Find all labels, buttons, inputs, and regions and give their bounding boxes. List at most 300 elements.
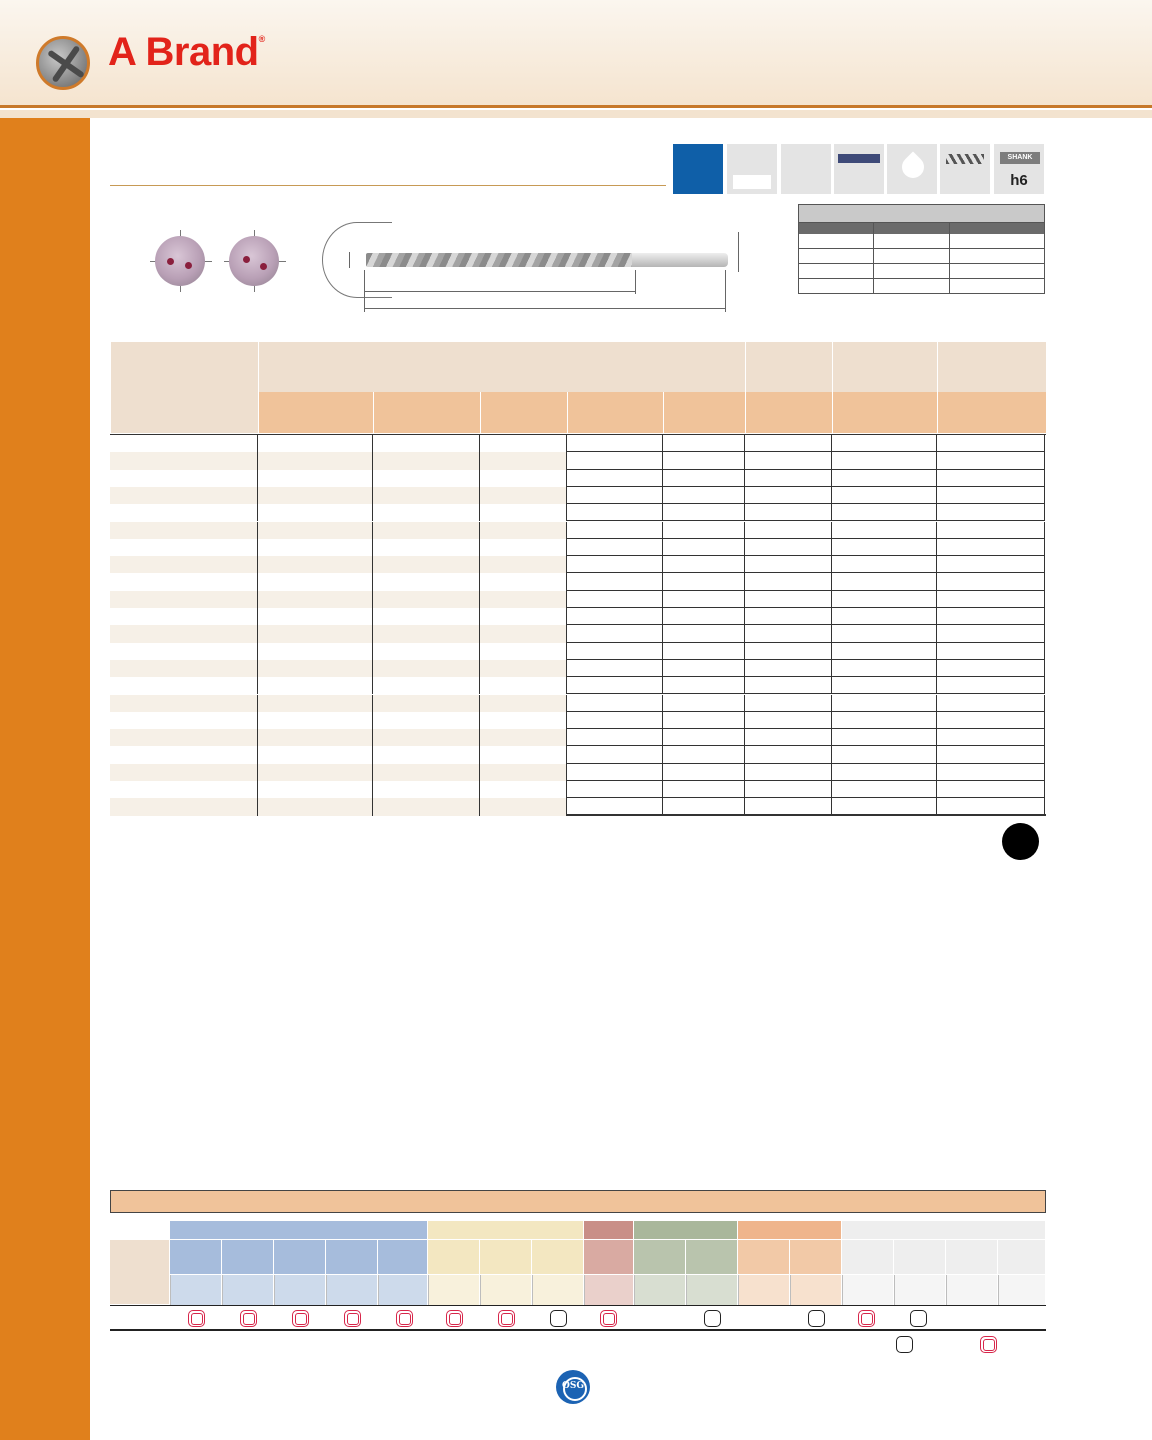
table-cell [480,470,567,487]
table-cell [480,729,567,746]
table-cell [258,695,373,712]
table-cell [663,764,745,781]
table-cell [937,539,1045,556]
material-type-cell [842,1275,893,1305]
table-cell [110,573,258,590]
table-cell [480,781,567,798]
table-cell [663,573,745,590]
table-cell [373,781,480,798]
material-subgroup-cell [274,1240,325,1274]
table-cell [258,643,373,660]
table-cell [937,556,1045,573]
table-cell [110,729,258,746]
table-cell [258,798,373,815]
table-header-cell [374,392,481,433]
table-cell [258,435,373,452]
material-type-cell [790,1275,841,1305]
table-cell [745,608,832,625]
material-subgroup-cell [998,1240,1045,1274]
table-header-cell [833,392,938,433]
table-body [110,434,1046,816]
material-group-header [170,1221,428,1239]
rating-optimal-icon [498,1310,515,1327]
table-cell [937,798,1045,815]
material-type-cell [998,1275,1045,1305]
table-cell [832,712,937,729]
table-cell [258,556,373,573]
table-cell [567,712,663,729]
table-cell [110,504,258,521]
brand-name: A Brand® [108,30,265,74]
table-cell [258,746,373,763]
table-cell [937,435,1045,452]
material-group-header [738,1221,842,1239]
title-rule [110,185,666,186]
table-cell [745,729,832,746]
table-cell [258,504,373,521]
table-cell [567,573,663,590]
table-cell [110,677,258,694]
osg-footer-logo-icon [556,1370,590,1404]
table-cell [480,573,567,590]
material-type-cell [584,1275,633,1305]
material-type-cell [378,1275,427,1305]
material-type-cell [686,1275,737,1305]
registered-mark: ® [258,34,265,44]
table-cell [663,504,745,521]
table-cell [480,695,567,712]
table-cell [937,677,1045,694]
table-cell [832,522,937,539]
table-cell [373,746,480,763]
rating-optimal-icon [240,1310,257,1327]
table-cell [567,522,663,539]
table-cell [937,625,1045,642]
table-cell [937,643,1045,660]
material-subgroup-cell [686,1240,737,1274]
rating-optimal-icon [188,1310,205,1327]
table-cell [110,487,258,504]
table-cell [258,729,373,746]
table-cell [567,487,663,504]
table-cell [258,677,373,694]
table-header-cell [568,392,664,433]
table-cell [110,746,258,763]
table-cell [832,695,937,712]
table-cell [373,539,480,556]
table-header-cell [259,342,746,392]
rating-suitable-icon [808,1310,825,1327]
shank-h6-icon [994,144,1044,194]
table-cell [745,712,832,729]
table-cell [937,522,1045,539]
table-cell [745,435,832,452]
table-cell [832,781,937,798]
table-cell [567,695,663,712]
table-cell [663,556,745,573]
table-cell [663,677,745,694]
tool-length-icon [834,144,884,194]
table-cell [373,522,480,539]
table-cell [480,435,567,452]
table-cell [745,746,832,763]
table-cell [745,452,832,469]
table-cell [567,608,663,625]
table-cell [663,798,745,815]
material-subgroup-cell [170,1240,221,1274]
drill-diameter-dimension [349,252,350,268]
rating-optimal-icon [858,1310,875,1327]
table-cell [663,608,745,625]
table-cell [480,660,567,677]
table-cell [480,677,567,694]
material-subgroup-cell [634,1240,685,1274]
table-cell [373,712,480,729]
table-cell [567,504,663,521]
table-cell [373,591,480,608]
table-cell [373,677,480,694]
material-grid [110,1221,1046,1329]
table-cell [937,573,1045,590]
table-cell [258,591,373,608]
table-cell [832,643,937,660]
table-cell [663,539,745,556]
table-cell [567,591,663,608]
dimension-tick [364,270,365,312]
table-cell [110,712,258,729]
table-cell [937,591,1045,608]
table-cell [258,608,373,625]
table-cell [663,487,745,504]
table-cell [373,504,480,521]
table-cell [480,764,567,781]
table-cell [110,435,258,452]
table-cell [480,798,567,815]
material-subgroup-cell [480,1240,531,1274]
table-cell [110,695,258,712]
table-cell [663,712,745,729]
table-cell [832,435,937,452]
table-cell [832,452,937,469]
shank-diameter-dimension [738,232,739,272]
dimension-tick [725,270,726,312]
legend-optimal-icon [980,1336,997,1353]
table-cell [937,695,1045,712]
table-cell [745,591,832,608]
table-cell [832,470,937,487]
dimension-table [110,342,1046,433]
material-subgroup-cell [790,1240,841,1274]
table-cell [663,591,745,608]
material-band [110,1190,1046,1213]
material-blue-icon [673,144,723,194]
drill-shank-image [632,253,728,267]
table-cell [373,729,480,746]
table-cell [745,504,832,521]
table-cell [832,504,937,521]
table-cell [663,452,745,469]
table-cell [480,746,567,763]
material-subgroup-cell [894,1240,945,1274]
material-type-cell [274,1275,325,1305]
table-cell [663,695,745,712]
material-type-cell [634,1275,685,1305]
table-cell [663,522,745,539]
table-cell [567,452,663,469]
table-cell [937,764,1045,781]
dimension-tick [635,270,636,294]
material-type-cell [428,1275,479,1305]
table-header-cell [481,392,568,433]
table-cell [258,764,373,781]
table-cell [480,504,567,521]
table-header-cell [111,342,259,433]
table-cell [110,591,258,608]
table-cell [258,487,373,504]
table-cell [373,764,480,781]
table-cell [832,556,937,573]
table-cell [832,798,937,815]
table-cell [258,712,373,729]
table-header-cell [259,392,374,433]
table-cell [480,608,567,625]
tolerance-table [798,204,1045,294]
table-cell [567,643,663,660]
header-underline [0,110,1152,118]
table-cell [567,764,663,781]
table-cell [937,487,1045,504]
flute-length-dimension [364,291,636,292]
row-rule [110,1329,1046,1331]
table-cell [373,470,480,487]
table-cell [663,746,745,763]
table-cell [567,556,663,573]
table-header-cell [664,392,746,433]
table-cell [110,625,258,642]
table-cell [258,452,373,469]
table-cell [745,539,832,556]
table-cell [937,712,1045,729]
table-cell [110,608,258,625]
material-type-cell [480,1275,531,1305]
material-group-header [842,1221,1046,1239]
material-row-label [110,1240,169,1304]
material-group-header [634,1221,738,1239]
table-cell [373,608,480,625]
shank-label: SHANK [1000,152,1040,164]
material-subgroup-cell [428,1240,479,1274]
table-cell [373,625,480,642]
table-cell [110,764,258,781]
table-cell [937,746,1045,763]
material-type-cell [532,1275,583,1305]
material-subgroup-cell [222,1240,273,1274]
table-cell [937,729,1045,746]
table-cell [110,556,258,573]
table-cell [373,695,480,712]
table-cell [745,470,832,487]
left-sidebar-band [0,118,90,1440]
rating-optimal-icon [446,1310,463,1327]
blank-spec-icon [781,144,831,194]
table-cell [937,470,1045,487]
table-cell [110,781,258,798]
table-cell [745,781,832,798]
coolant-drop-icon [887,144,937,194]
rating-optimal-icon [396,1310,413,1327]
table-cell [937,504,1045,521]
legend-suitable-icon [896,1336,913,1353]
table-cell [258,660,373,677]
table-cell [832,625,937,642]
table-cell [258,522,373,539]
rating-optimal-icon [292,1310,309,1327]
table-cell [745,695,832,712]
table-cell [480,452,567,469]
table-cell [937,660,1045,677]
row-rule [110,1305,1046,1306]
table-cell [110,539,258,556]
table-cell [832,660,937,677]
material-group-header [428,1221,584,1239]
material-subgroup-cell [326,1240,377,1274]
brand-logo-icon [36,36,90,90]
rating-optimal-icon [344,1310,361,1327]
table-header-cell [833,342,938,392]
table-cell [832,677,937,694]
rating-suitable-icon [910,1310,927,1327]
material-type-cell [738,1275,789,1305]
material-type-cell [222,1275,273,1305]
material-subgroup-cell [584,1240,633,1274]
table-cell [480,591,567,608]
table-cell [832,729,937,746]
table-cell [663,781,745,798]
table-cell [567,781,663,798]
material-subgroup-cell [946,1240,997,1274]
material-subgroup-cell [378,1240,427,1274]
table-cell [110,643,258,660]
table-cell [480,556,567,573]
table-cell [745,798,832,815]
footer-logo-text: OSG [561,1381,585,1391]
table-cell [663,435,745,452]
table-header-cell [746,342,833,392]
table-cell [663,470,745,487]
table-cell [110,522,258,539]
material-type-cell [894,1275,945,1305]
material-subgroup-cell [842,1240,893,1274]
table-cell [745,522,832,539]
table-cell [373,798,480,815]
table-cell [258,781,373,798]
table-cell [480,712,567,729]
table-cell [258,539,373,556]
table-cell [110,660,258,677]
table-cell [745,660,832,677]
table-cell [745,487,832,504]
table-cell [480,625,567,642]
table-cell [567,470,663,487]
coolant-through-indicator-icon [1002,823,1039,860]
table-cell [745,625,832,642]
table-cell [480,487,567,504]
table-cell [373,643,480,660]
table-cell [832,764,937,781]
table-cell [567,746,663,763]
table-cell [937,608,1045,625]
table-cell [110,798,258,815]
overall-length-dimension [364,308,726,309]
table-cell [373,435,480,452]
table-cell [373,660,480,677]
material-subgroup-cell [532,1240,583,1274]
material-group-header [584,1221,634,1239]
table-cell [567,798,663,815]
table-cell [832,591,937,608]
material-type-cell [170,1275,221,1305]
table-cell [832,746,937,763]
table-cell [937,452,1045,469]
table-cell [567,539,663,556]
material-subgroup-cell [738,1240,789,1274]
table-cell [373,487,480,504]
table-header-cell [938,342,1046,392]
table-cell [745,677,832,694]
table-cell [567,677,663,694]
table-cell [480,522,567,539]
drill-type-icon [940,144,990,194]
table-header-cell [746,392,833,433]
table-cell [832,573,937,590]
table-cell [663,729,745,746]
table-cell [110,452,258,469]
table-cell [663,643,745,660]
table-cell [373,452,480,469]
table-cell [110,470,258,487]
rating-suitable-icon [550,1310,567,1327]
table-header-cell [938,392,1046,433]
table-cell [663,660,745,677]
table-cell [373,556,480,573]
table-cell [567,435,663,452]
table-cell [258,573,373,590]
coating-icon [727,144,777,194]
table-cell [258,625,373,642]
table-cell [745,573,832,590]
material-type-cell [326,1275,377,1305]
table-cell [373,573,480,590]
table-cell [745,643,832,660]
table-cell [832,487,937,504]
material-type-cell [946,1275,997,1305]
shank-tolerance: h6 [1010,172,1028,189]
table-cell [832,539,937,556]
drill-cross-section-image [155,236,205,286]
table-cell [480,643,567,660]
table-cell [745,556,832,573]
table-cell [567,729,663,746]
table-cell [832,608,937,625]
drill-cross-section-image [229,236,279,286]
table-cell [480,539,567,556]
table-cell [745,764,832,781]
table-cell [937,781,1045,798]
table-cell [567,660,663,677]
rating-optimal-icon [600,1310,617,1327]
table-cell [663,625,745,642]
rating-suitable-icon [704,1310,721,1327]
